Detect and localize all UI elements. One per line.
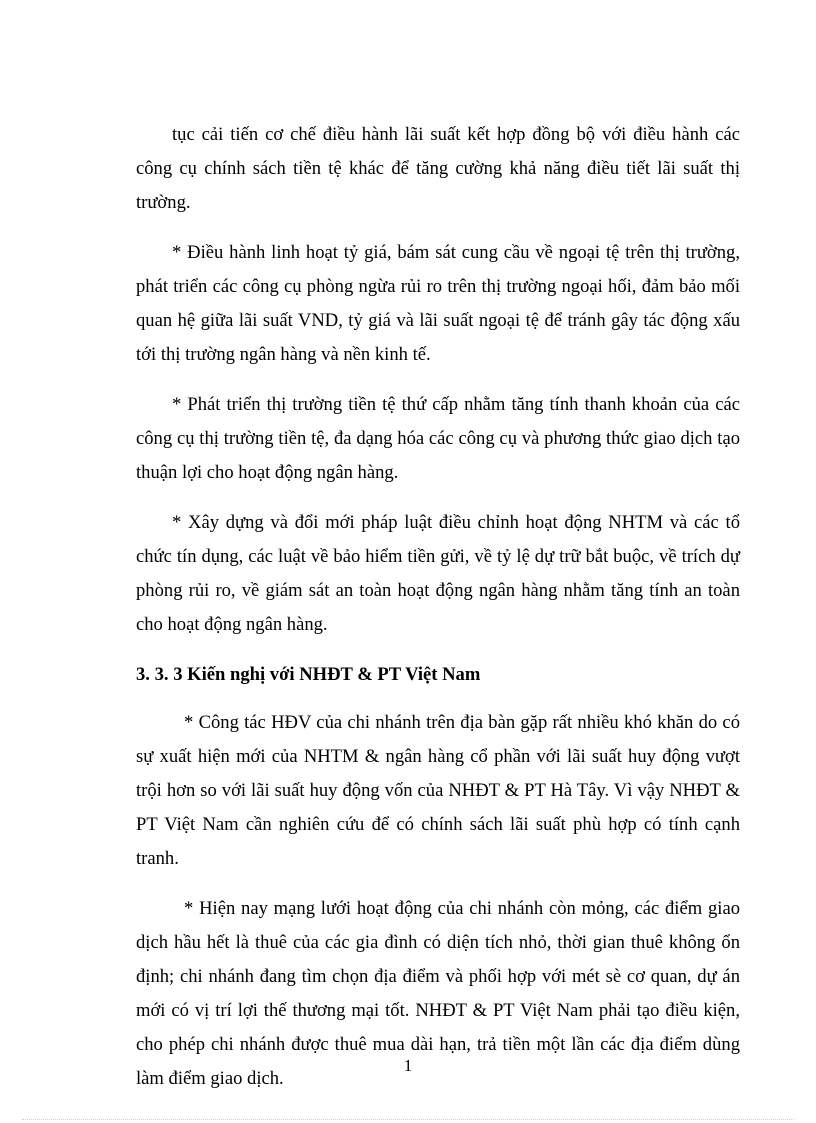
paragraph-interest-rate-tools: tục cải tiến cơ chế điều hành lãi suất kết hợp đồng bộ với điều hành các công cụ chính sách tiền tệ khác để tăng cường khả năng điều tiết lãi suất thị trường. [136,124,740,213]
paragraph-branch-network: * Hiện nay mạng lưới hoạt động của chi nhánh còn mỏng, các điểm giao dịch hầu hết là thuê của các gia đình có diện tích nhỏ, thời gian thuê không ổn định; chi nhánh đang tìm chọn địa điểm và phối hợp với mét sè cơ quan, dự án mới có vị trí lợi thế thương mại tốt. NHĐT & PT Việt Nam phải tạo điều kiện, cho phép chi nhánh được thuê mua dài hạn, trả tiền một lần các địa điểm dùng làm điểm giao dịch. [136,898,740,1089]
paragraph-exchange-rate: * Điều hành linh hoạt tỷ giá, bám sát cung cầu về ngoại tệ trên thị trường, phát triển các công cụ phòng ngừa rủi ro trên thị trường ngoại hối, đảm bảo mối quan hệ giữa lãi suất VND, tỷ giá và lãi suất ngoại tệ để tránh gây tác động xấu tới thị trường ngân hàng và nền kinh tế. [136,242,740,365]
section-heading: 3. 3. 3 Kiến nghị với NHĐT & PT Việt Nam [136,664,481,685]
paragraph-secondary-market: * Phát triển thị trường tiền tệ thứ cấp nhằm tăng tính thanh khoản của các công cụ thị trường tiền tệ, đa dạng hóa các công cụ và phương thức giao dịch tạo thuận lợi cho hoạt động ngân hàng. [136,394,740,483]
page-number: 1 [403,1056,413,1075]
paragraph-legal-framework: * Xây dựng và đổi mới pháp luật điều chỉnh hoạt động NHTM và các tổ chức tín dụng, các luật về bảo hiểm tiền gửi, về tỷ lệ dự trữ bắt buộc, về trích dự phòng rủi ro, về giám sát an toàn hoạt động ngân hàng nhằm tăng tính an toàn cho hoạt động ngân hàng. [136,512,740,635]
page-content [136,118,740,1112]
page-bottom-divider [22,1119,794,1120]
paragraph-deposit-mobilization: * Công tác HĐV của chi nhánh trên địa bàn gặp rất nhiều khó khăn do có sự xuất hiện mới của NHTM & ngân hàng cổ phần với lãi suất huy động vượt trội hơn so với lãi suất huy động vốn của NHĐT & PT Hà Tây. Vì vậy NHĐT & PT Việt Nam cần nghiên cứu để có chính sách lãi suất phù hợp có tính cạnh tranh. [136,712,740,869]
